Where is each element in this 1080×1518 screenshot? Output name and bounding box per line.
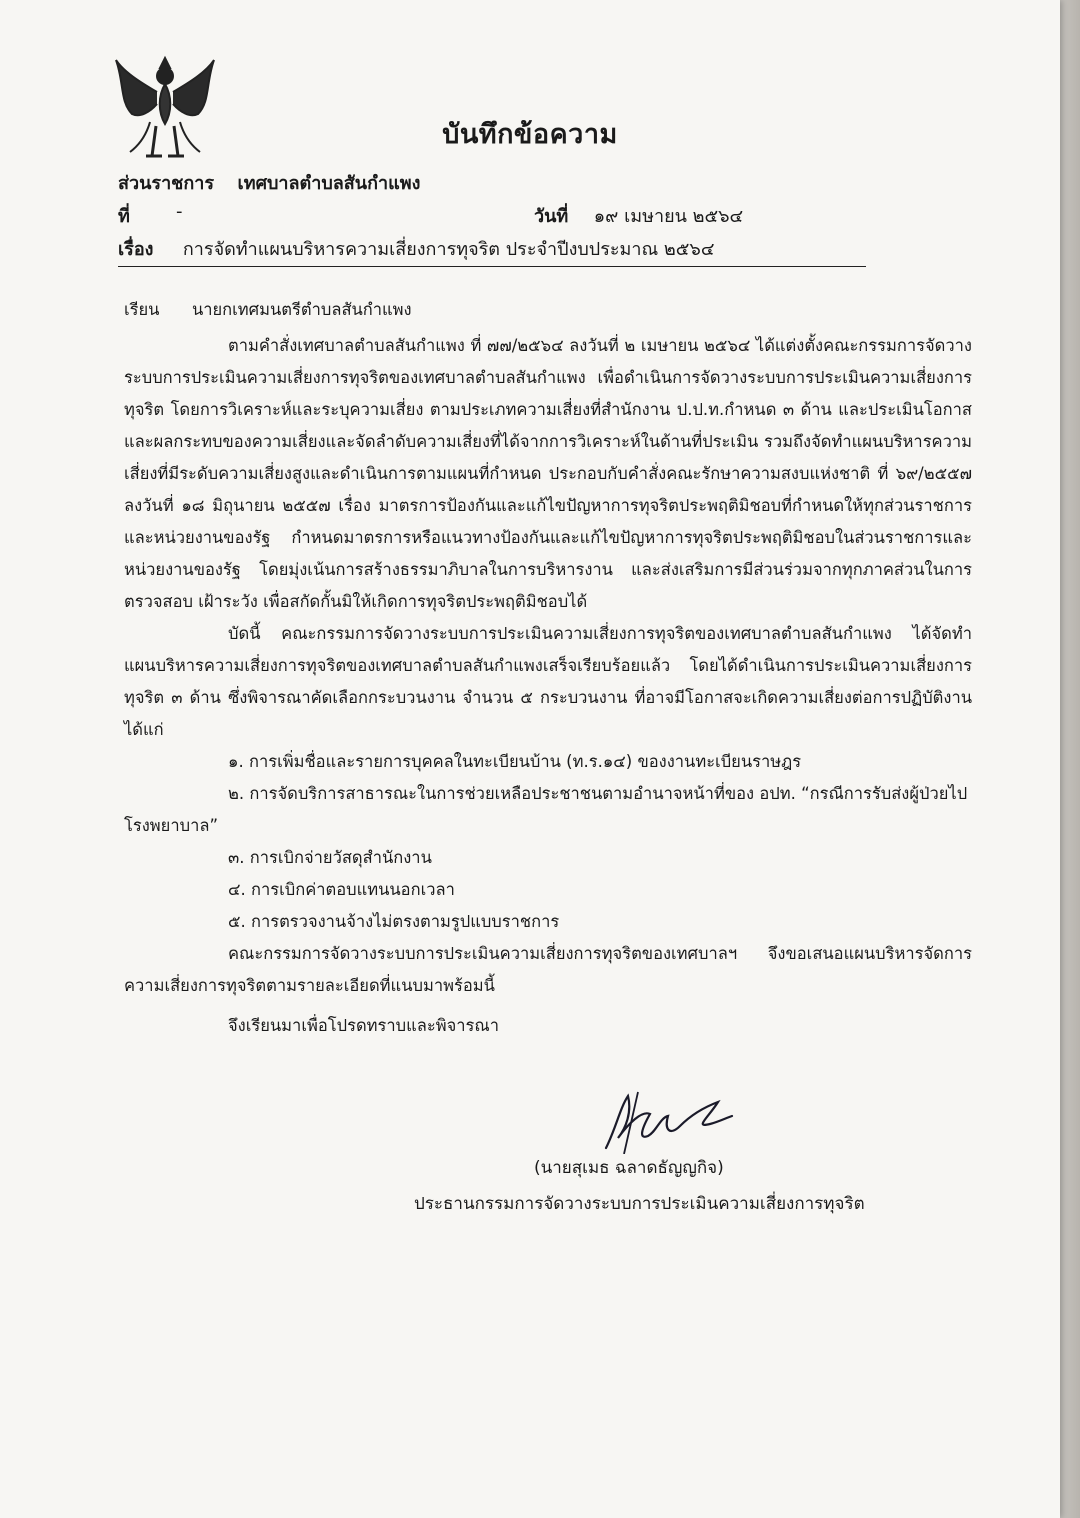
salutation-label: เรียน	[124, 300, 160, 319]
list-item: ๒. การจัดบริการสาธารณะในการช่วยเหลือประชาชนตามอำนาจหน้าที่ของ อปท. “กรณีการรับส่งผู้ป่วยไปโรงพยาบาล”	[124, 784, 968, 835]
date-row	[534, 201, 743, 230]
paragraph-1: ตามคำสั่งเทศบาลตำบลสันกำแพง ที่ ๗๗/๒๕๖๔ ลงวันที่ ๒ เมษายน ๒๕๖๔ ได้แต่งตั้งคณะกรรมการจัดวางระบบการประเมินความเสี่ยงการทุจริตของเทศบาลตำบลสันกำแพง เพื่อดำเนินการจัดวางระบบการประเมินความเสี่ยงการทุจริต โดยการวิเคราะห์และระบุความเสี่ยง ตามประเภทความเสี่ยงที่สำนักงาน ป.ป.ท.กำหนด ๓ ด้าน และประเมินโอกาสและผลกระทบของความเสี่ยงและจัดลำดับความเสี่ยงที่ได้จากการวิเคราะห์ในด้านที่ประเมิน รวมถึงจัดทำแผนบริหารความเสี่ยงที่มีระดับความเสี่ยงสูงและดำเนินการตามแผนที่กำหนด ประกอบกับคำสั่งคณะรักษาความสงบแห่งชาติ ที่ ๖๙/๒๕๕๗ ลงวันที่ ๑๘ มิถุนายน ๒๕๕๗ เรื่อง มาตรการป้องกันและแก้ไขปัญหาการทุจริตประพฤติมิชอบที่กำหนดให้ทุกส่วนราชการและหน่วยงานของรัฐ กำหนดมาตรการหรือแนวทางป้องกันและแก้ไขปัญหาการทุจริตประพฤติมิชอบในส่วนราชการและหน่วยงานของรัฐ โดยมุ่งเน้นการสร้างธรรมาภิบาลในการบริหารงาน และส่งเสริมการมีส่วนร่วมจากทุกภาคส่วนในการตรวจสอบ เฝ้าระวัง เพื่อสกัดกั้นมิให้เกิดการทุจริตประพฤติมิชอบได้	[124, 336, 972, 611]
salutation-value: นายกเทศมนตรีตำบลสันกำแพง	[191, 300, 412, 319]
header-divider	[118, 266, 866, 267]
paragraph-3: คณะกรรมการจัดวางระบบการประเมินความเสี่ยงการทุจริตของเทศบาลฯ จึงขอเสนอแผนบริหารจัดการความเสี่ยงการทุจริตตามรายละเอียดที่แนบมาพร้อมนี้	[124, 944, 972, 995]
ref-label: ที่	[118, 206, 130, 227]
memo-body	[124, 294, 972, 1042]
department-row	[118, 168, 420, 197]
ref-value: -	[176, 201, 183, 222]
subject-label: เรื่อง	[118, 239, 154, 260]
list-item: ๓. การเบิกจ่ายวัสดุสำนักงาน	[228, 848, 432, 867]
subject-row	[118, 234, 714, 263]
signature-icon	[598, 1088, 738, 1154]
list-item: ๔. การเบิกค่าตอบแทนนอกเวลา	[228, 880, 455, 899]
signatory-position: ประธานกรรมการจัดวางระบบการประเมินความเสี่ยงการทุจริต	[414, 1194, 865, 1214]
salutation	[124, 294, 972, 326]
list-item: ๑. การเพิ่มชื่อและรายการบุคคลในทะเบียนบ้าน (ท.ร.๑๔) ของงานทะเบียนราษฎร	[228, 752, 802, 771]
date-value: ๑๙ เมษายน ๒๕๖๔	[593, 206, 744, 227]
memo-title: บันทึกข้อความ	[442, 119, 618, 150]
ref-row	[118, 201, 130, 230]
paragraph-2: บัดนี้ คณะกรรมการจัดวางระบบการประเมินความเสี่ยงการทุจริตของเทศบาลตำบลสันกำแพง ได้จัดทำแผนบริหารความเสี่ยงการทุจริตของเทศบาลตำบลสันกำแพงเสร็จเรียบร้อยแล้ว โดยได้ดำเนินการประเมินความเสี่ยงการทุจริต ๓ ด้าน ซึ่งพิจารณาคัดเลือกกระบวนงาน จำนวน ๕ กระบวนงาน ที่อาจมีโอกาสจะเกิดความเสี่ยงต่อการปฏิบัติงาน ได้แก่	[124, 624, 972, 739]
signatory-name: (นายสุเมธ ฉลาดธัญญกิจ)	[534, 1158, 724, 1178]
list-item: ๕. การตรวจงานจ้างไม่ตรงตามรูปแบบราชการ	[228, 912, 560, 931]
date-label: วันที่	[534, 206, 569, 227]
closing-line: จึงเรียนมาเพื่อโปรดทราบและพิจารณา	[228, 1016, 499, 1035]
department-label: ส่วนราชการ	[118, 173, 215, 194]
subject-value: การจัดทำแผนบริหารความเสี่ยงการทุจริต ประจำปีงบประมาณ ๒๕๖๔	[182, 239, 715, 260]
department-value: เทศบาลตำบลสันกำแพง	[237, 173, 421, 194]
